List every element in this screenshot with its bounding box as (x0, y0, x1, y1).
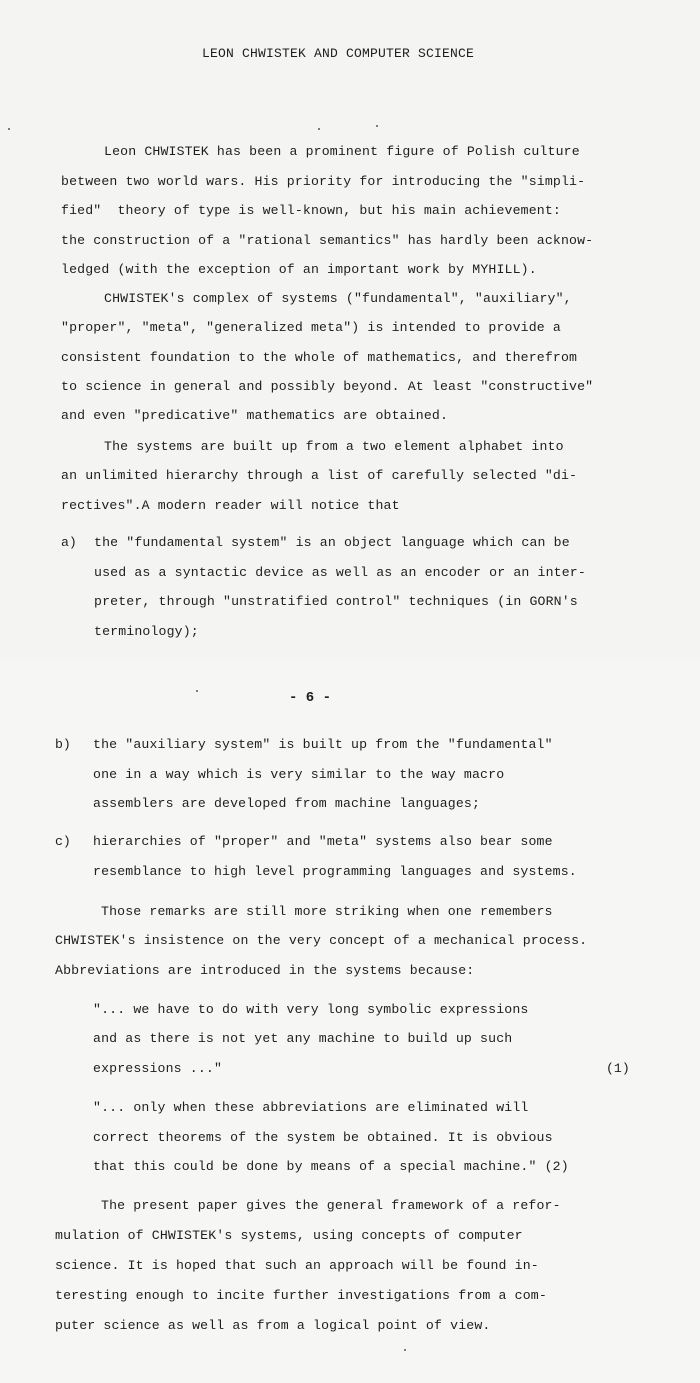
paragraph-line: "proper", "meta", "generalized meta") is intended to provide a (61, 320, 561, 335)
list-item-line: preter, through "unstratified control" techniques (in GORN's (94, 594, 578, 609)
paragraph-line: The systems are built up from a two element alphabet into (104, 439, 564, 454)
paragraph-line: to science in general and possibly beyond. At least "constructive" (61, 379, 594, 394)
quote-number: (1) (606, 1061, 630, 1076)
quote-line: that this could be done by means of a special machine." (2) (93, 1159, 569, 1174)
paragraph-line: The present paper gives the general framework of a refor- (101, 1198, 561, 1213)
paragraph-line: mulation of CHWISTEK's systems, using concepts of computer (55, 1228, 523, 1243)
paragraph-line: the construction of a "rational semantics" has hardly been acknow- (61, 233, 594, 248)
paragraph-line: fied" theory of type is well-known, but his main achievement: (61, 203, 561, 218)
page-number: - 6 - (288, 690, 331, 706)
scan-speck (318, 128, 320, 130)
paragraph-line: puter science as well as from a logical point of view. (55, 1318, 491, 1333)
quote-line: "... we have to do with very long symbolic expressions (93, 1002, 529, 1017)
quote-line: expressions ..." (93, 1061, 223, 1076)
scan-speck (376, 125, 378, 127)
list-item-line: the "fundamental system" is an object language which can be (94, 535, 570, 550)
paragraph-line: between two world wars. His priority for introducing the "simpli- (61, 174, 586, 189)
scan-speck (8, 128, 10, 130)
paragraph-line: and even "predicative" mathematics are obtained. (61, 408, 449, 423)
paragraph-line: Abbreviations are introduced in the systems because: (55, 963, 475, 978)
list-marker: c) (55, 834, 71, 849)
paragraph-line: consistent foundation to the whole of mathematics, and therefrom (61, 350, 578, 365)
paragraph-line: CHWISTEK's insistence on the very concept of a mechanical process. (55, 933, 588, 948)
list-item-line: resemblance to high level programming languages and systems. (93, 864, 577, 879)
quote-line: "... only when these abbreviations are eliminated will (93, 1100, 529, 1115)
quote-line: and as there is not yet any machine to build up such (93, 1031, 513, 1046)
list-marker: a) (61, 535, 77, 550)
page-title: LEON CHWISTEK AND COMPUTER SCIENCE (201, 46, 475, 61)
list-item-line: terminology); (94, 624, 199, 639)
list-item-line: the "auxiliary system" is built up from the "fundamental" (93, 737, 553, 752)
list-item-line: one in a way which is very similar to the way macro (93, 767, 505, 782)
paragraph-line: science. It is hoped that such an approach will be found in- (55, 1258, 539, 1273)
list-item-line: hierarchies of "proper" and "meta" systems also bear some (93, 834, 553, 849)
paragraph-line: Leon CHWISTEK has been a prominent figure of Polish culture (104, 144, 580, 159)
paragraph-line: teresting enough to incite further investigations from a com- (55, 1288, 547, 1303)
paragraph-line: CHWISTEK's complex of systems ("fundamental", "auxiliary", (104, 291, 572, 306)
list-marker: b) (55, 737, 71, 752)
scan-speck (404, 1349, 406, 1351)
list-item-line: used as a syntactic device as well as an encoder or an inter- (94, 565, 586, 580)
paragraph-line: an unlimited hierarchy through a list of carefully selected "di- (61, 468, 578, 483)
quote-line: correct theorems of the system be obtained. It is obvious (93, 1130, 553, 1145)
paragraph-line: Those remarks are still more striking when one remembers (101, 904, 553, 919)
paragraph-line: rectives".A modern reader will notice that (61, 498, 400, 513)
list-item-line: assemblers are developed from machine languages; (93, 796, 481, 811)
paragraph-line: ledged (with the exception of an important work by MYHILL). (61, 262, 537, 277)
